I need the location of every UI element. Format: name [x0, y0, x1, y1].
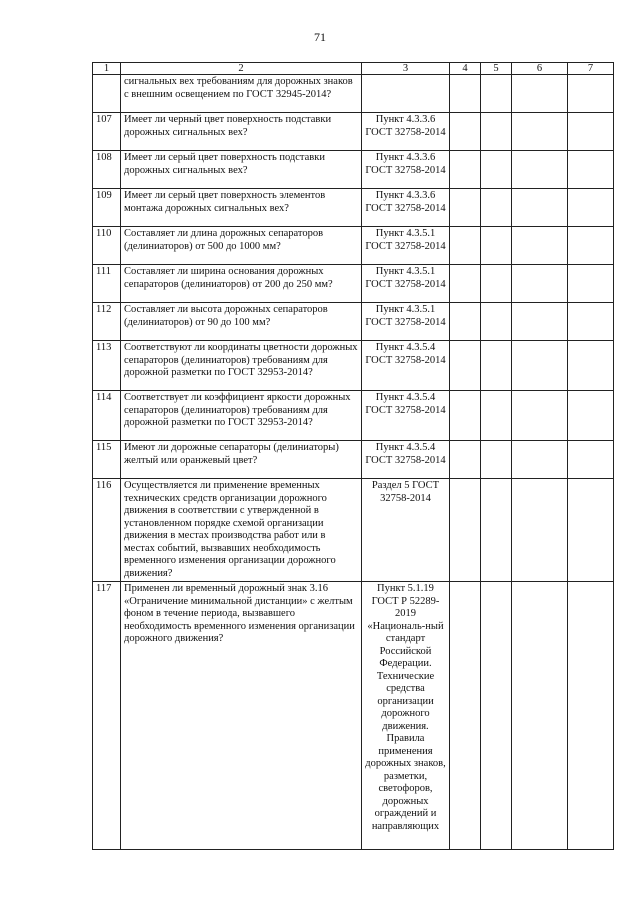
answer-cell: [481, 479, 512, 582]
answer-cell: [450, 303, 481, 341]
answer-cell: [568, 479, 614, 582]
row-question: Составляет ли высота дорожных сепараторов (делиниаторов) от 90 до 100 мм?: [121, 303, 362, 341]
answer-cell: [512, 227, 568, 265]
table-row: [93, 303, 614, 341]
row-question: Составляет ли длина дорожных сепараторов (делиниаторов) от 500 до 1000 мм?: [121, 227, 362, 265]
table-row: [93, 479, 614, 582]
column-header: 4: [450, 63, 481, 75]
row-number: [93, 75, 121, 113]
column-header: 7: [568, 63, 614, 75]
table-row: [93, 75, 614, 113]
answer-cell: [512, 582, 568, 850]
row-question: Составляет ли ширина основания дорожных сепараторов (делиниаторов) от 200 до 250 мм?: [121, 265, 362, 303]
row-reference: Пункт 4.3.3.6 ГОСТ 32758-2014: [362, 151, 450, 189]
answer-cell: [450, 75, 481, 113]
row-question: сигнальных вех требованиям для дорожных знаков с внешним освещением по ГОСТ 32945-2014?: [121, 75, 362, 113]
row-reference: Раздел 5 ГОСТ 32758-2014: [362, 479, 450, 582]
row-number: 111: [93, 265, 121, 303]
table-row: [93, 227, 614, 265]
answer-cell: [481, 189, 512, 227]
page-number: 71: [314, 30, 326, 44]
row-number: 112: [93, 303, 121, 341]
answer-cell: [481, 582, 512, 850]
answer-cell: [481, 391, 512, 441]
answer-cell: [568, 582, 614, 850]
column-header: 5: [481, 63, 512, 75]
row-reference: [362, 75, 450, 113]
row-number: 109: [93, 189, 121, 227]
checklist-table: [92, 62, 614, 850]
answer-cell: [481, 341, 512, 391]
row-reference: Пункт 5.1.19 ГОСТ Р 52289-2019 «Националь-ный стандарт Российской Федерации. Технические средства организации дорожного движения. Правила применения дорожных знаков, разметки, светофоров, дорожных ограждений и направляющих: [362, 582, 450, 850]
answer-cell: [568, 227, 614, 265]
answer-cell: [450, 151, 481, 189]
column-header: 6: [512, 63, 568, 75]
table-row: [93, 189, 614, 227]
row-question: Соответствует ли коэффициент яркости дорожных сепараторов (делиниаторов) требованиям для дорожной разметки по ГОСТ 32953-2014?: [121, 391, 362, 441]
table-row: [93, 341, 614, 391]
row-reference: Пункт 4.3.5.4 ГОСТ 32758-2014: [362, 441, 450, 479]
answer-cell: [450, 227, 481, 265]
row-question: Применен ли временный дорожный знак 3.16 «Ограничение минимальной дистанции» с желтым фоном в течение периода, вызвавшего необходимость временного изменения организации дорожного движения?: [121, 582, 362, 850]
answer-cell: [568, 303, 614, 341]
table-row: [93, 391, 614, 441]
answer-cell: [512, 75, 568, 113]
row-number: 115: [93, 441, 121, 479]
answer-cell: [512, 441, 568, 479]
row-reference: Пункт 4.3.3.6 ГОСТ 32758-2014: [362, 113, 450, 151]
table-row: [93, 441, 614, 479]
row-question: Имеет ли серый цвет поверхность элементов монтажа дорожных сигнальных вех?: [121, 189, 362, 227]
answer-cell: [568, 113, 614, 151]
column-header: 2: [121, 63, 362, 75]
row-reference: Пункт 4.3.3.6 ГОСТ 32758-2014: [362, 189, 450, 227]
answer-cell: [450, 341, 481, 391]
answer-cell: [481, 265, 512, 303]
row-reference: Пункт 4.3.5.1 ГОСТ 32758-2014: [362, 303, 450, 341]
row-question: Имеет ли серый цвет поверхность подставки дорожных сигнальных вех?: [121, 151, 362, 189]
table-row: [93, 582, 614, 850]
answer-cell: [568, 441, 614, 479]
row-reference: Пункт 4.3.5.1 ГОСТ 32758-2014: [362, 265, 450, 303]
answer-cell: [512, 189, 568, 227]
column-header: 3: [362, 63, 450, 75]
answer-cell: [568, 265, 614, 303]
answer-cell: [450, 113, 481, 151]
row-question: Имеет ли черный цвет поверхность подставки дорожных сигнальных вех?: [121, 113, 362, 151]
row-number: 113: [93, 341, 121, 391]
answer-cell: [512, 479, 568, 582]
table-row: [93, 151, 614, 189]
row-reference: Пункт 4.3.5.1 ГОСТ 32758-2014: [362, 227, 450, 265]
answer-cell: [481, 441, 512, 479]
answer-cell: [568, 189, 614, 227]
answer-cell: [512, 265, 568, 303]
row-question: Осуществляется ли применение временных технических средств организации дорожного движения в соответствии с утвержденной в установленном порядке схемой организации движения в местах производства работ или в местах событий, вызвавших необходимость временного изменения организации дорожного движения?: [121, 479, 362, 582]
answer-cell: [481, 75, 512, 113]
answer-cell: [450, 582, 481, 850]
answer-cell: [512, 151, 568, 189]
table-header-row: [93, 63, 614, 75]
answer-cell: [481, 151, 512, 189]
answer-cell: [568, 151, 614, 189]
row-question: Имеют ли дорожные сепараторы (делиниаторы) желтый или оранжевый цвет?: [121, 441, 362, 479]
answer-cell: [481, 113, 512, 151]
row-number: 116: [93, 479, 121, 582]
table-row: [93, 113, 614, 151]
row-number: 114: [93, 391, 121, 441]
answer-cell: [450, 265, 481, 303]
row-number: 108: [93, 151, 121, 189]
row-number: 107: [93, 113, 121, 151]
answer-cell: [568, 391, 614, 441]
row-question: Соответствуют ли координаты цветности дорожных сепараторов (делиниаторов) требованиям для дорожной разметки по ГОСТ 32953-2014?: [121, 341, 362, 391]
column-header: 1: [93, 63, 121, 75]
answer-cell: [512, 303, 568, 341]
answer-cell: [450, 391, 481, 441]
answer-cell: [568, 75, 614, 113]
row-number: 110: [93, 227, 121, 265]
answer-cell: [512, 391, 568, 441]
answer-cell: [512, 113, 568, 151]
row-reference: Пункт 4.3.5.4 ГОСТ 32758-2014: [362, 341, 450, 391]
answer-cell: [481, 303, 512, 341]
row-reference: Пункт 4.3.5.4 ГОСТ 32758-2014: [362, 391, 450, 441]
answer-cell: [450, 479, 481, 582]
table-row: [93, 265, 614, 303]
answer-cell: [481, 227, 512, 265]
answer-cell: [450, 441, 481, 479]
answer-cell: [568, 341, 614, 391]
row-number: 117: [93, 582, 121, 850]
answer-cell: [450, 189, 481, 227]
answer-cell: [512, 341, 568, 391]
